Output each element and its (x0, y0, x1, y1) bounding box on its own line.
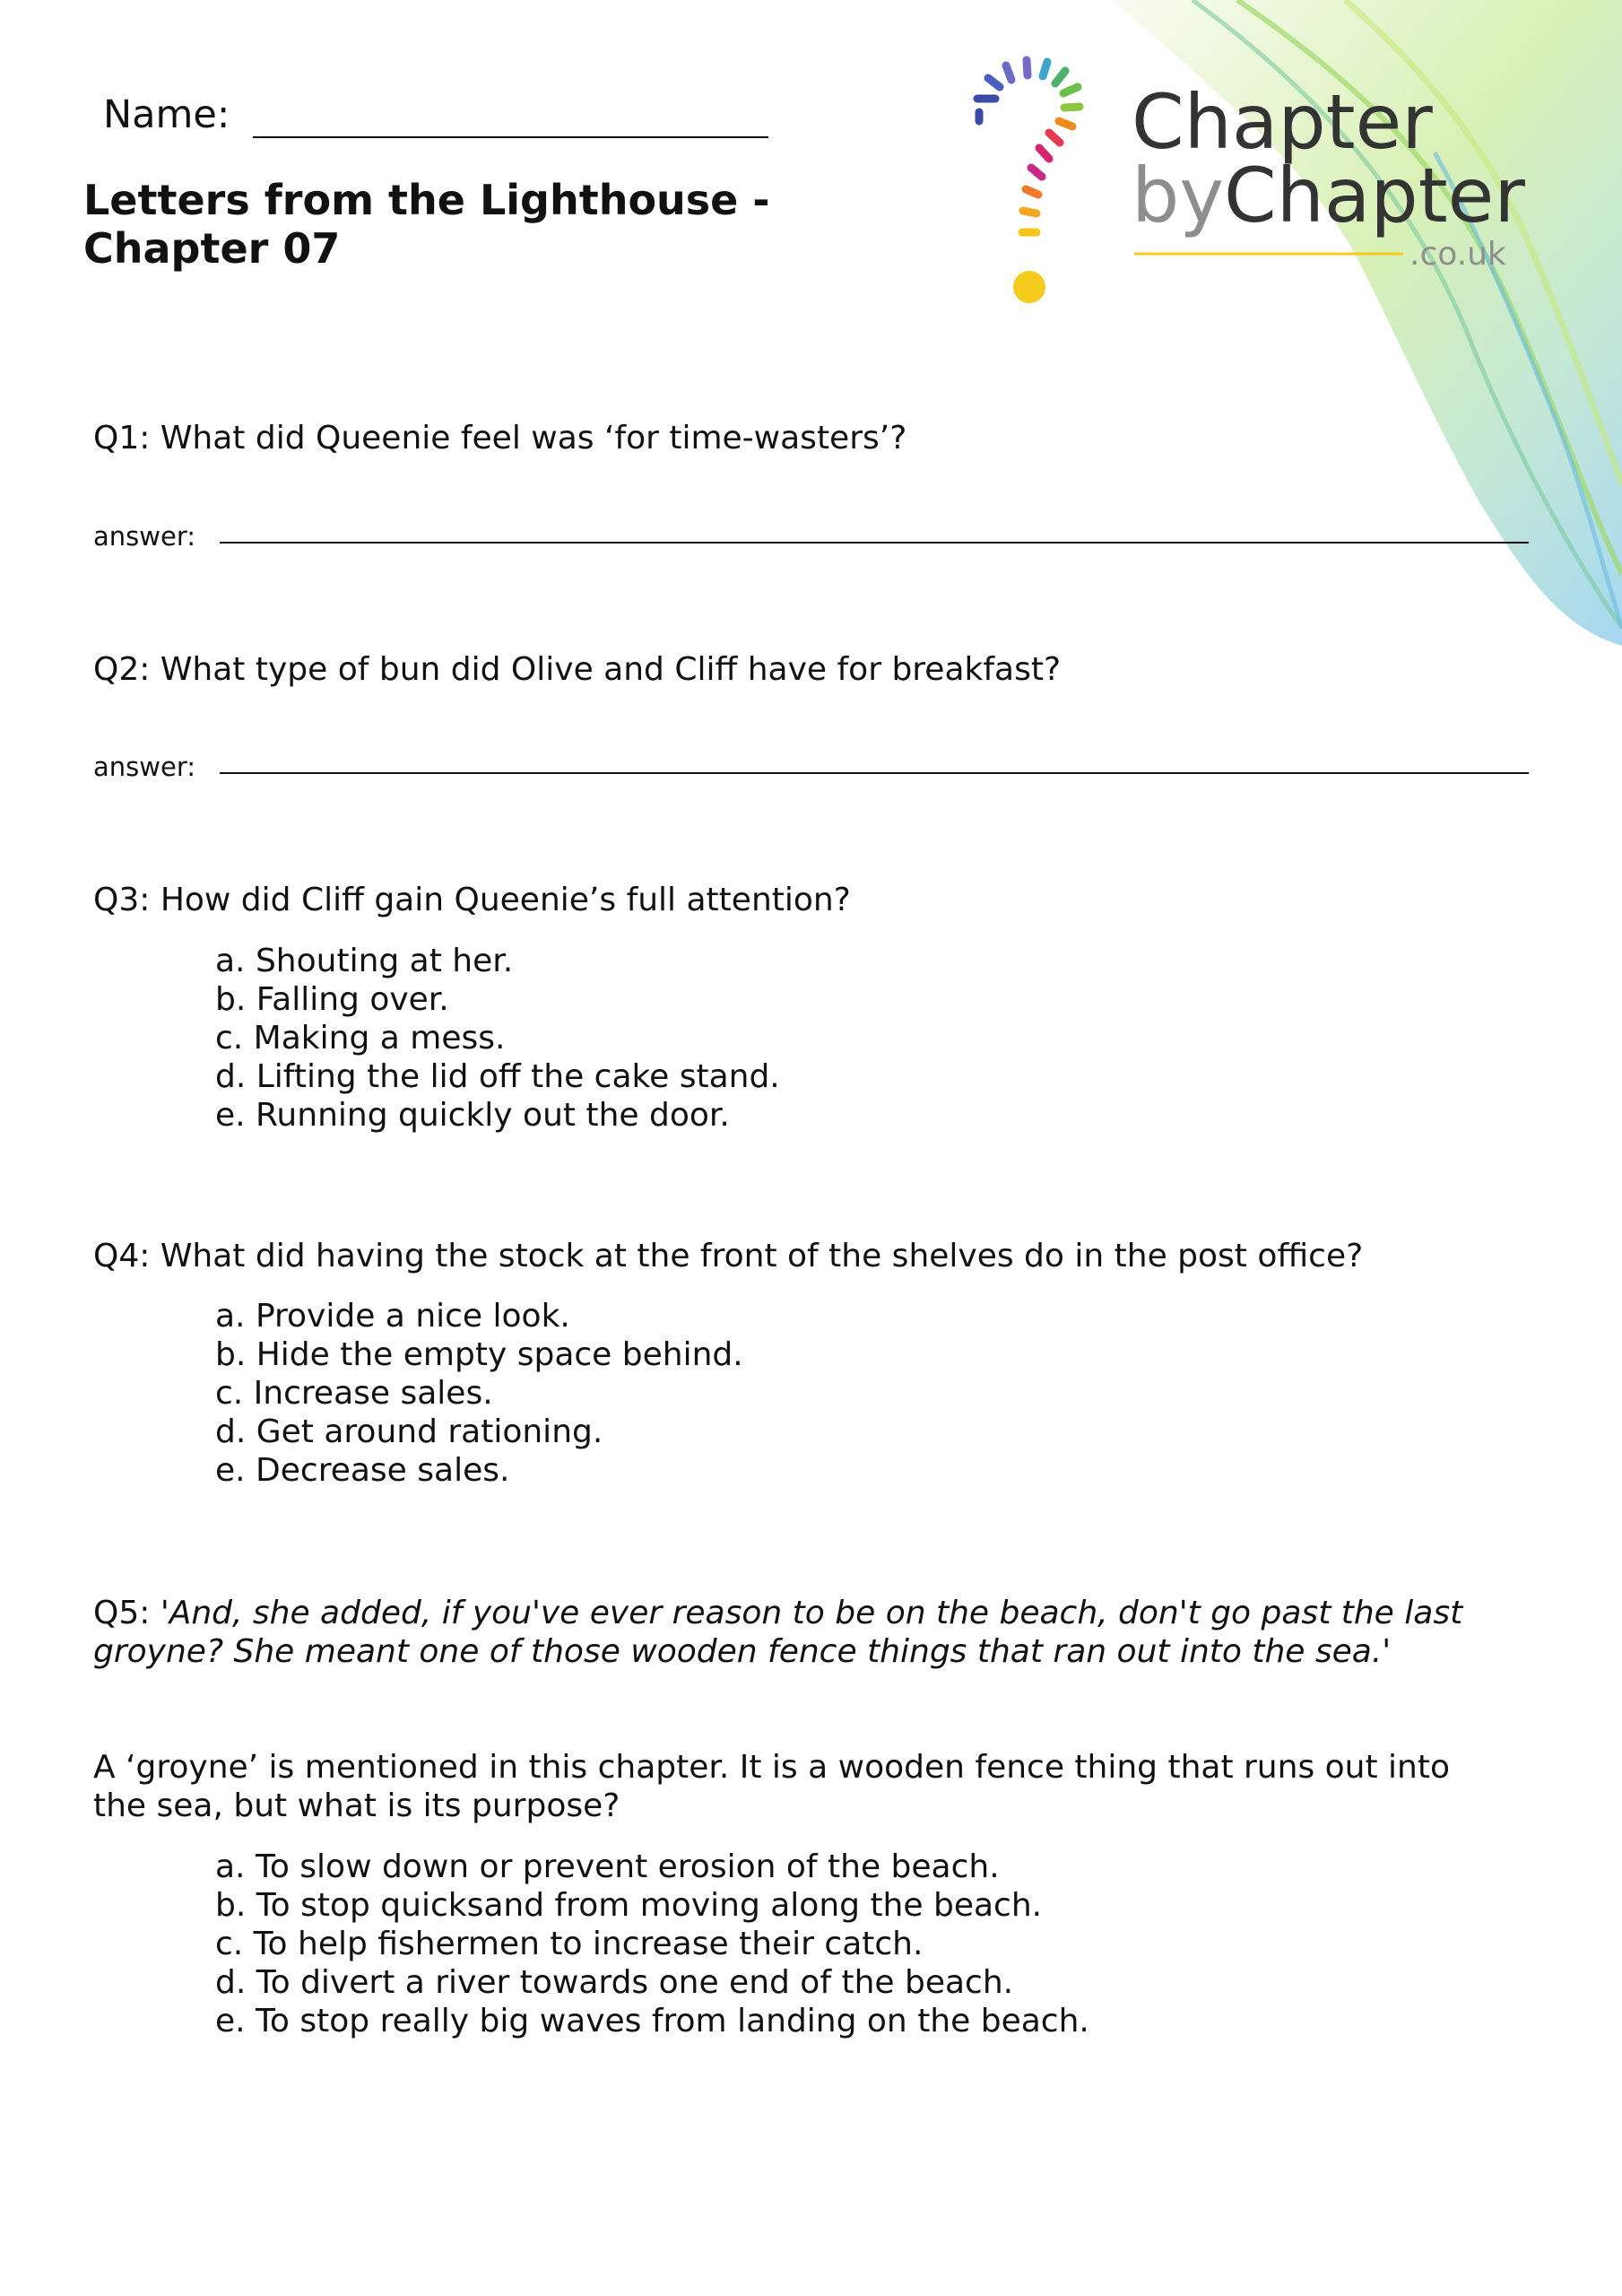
page-title-line-2: Chapter 07 (83, 224, 341, 273)
answer-line-1[interactable] (220, 542, 1529, 544)
question-4: Q4: What did having the stock at the front of the shelves do in the post office? (93, 1238, 1364, 1274)
chapter-by-chapter-logo (959, 49, 1533, 318)
answer-label-2: answer: (93, 752, 196, 782)
q4-option-b[interactable]: b. Hide the empty space behind. (215, 1336, 743, 1373)
q4-option-c[interactable]: c. Increase sales. (215, 1375, 493, 1412)
question-5-quote-line-2: groyne? She meant one of those wooden fence things that ran out into the sea.' (93, 1633, 1392, 1670)
page-title (83, 176, 770, 273)
name-label: Name: (103, 92, 230, 137)
question-1: Q1: What did Queenie feel was ‘for time-wasters’? (93, 420, 907, 457)
q3-option-d[interactable]: d. Lifting the lid off the cake stand. (215, 1058, 780, 1095)
q5-option-b[interactable]: b. To stop quicksand from moving along the beach. (215, 1887, 1043, 1924)
name-input-line[interactable] (253, 136, 768, 138)
q3-option-a[interactable]: a. Shouting at her. (215, 943, 514, 979)
q5-option-c[interactable]: c. To help fishermen to increase their catch. (215, 1926, 924, 1962)
q4-option-d[interactable]: d. Get around rationing. (215, 1413, 603, 1450)
q5-option-d[interactable]: d. To divert a river towards one end of the beach. (215, 1964, 1014, 2001)
question-5-quote (93, 1594, 1462, 1671)
q3-option-b[interactable]: b. Falling over. (215, 981, 449, 1018)
question-5-text (93, 1748, 1450, 1825)
question-5-text-line-1: A ‘groyne’ is mentioned in this chapter. It is a wooden fence thing that runs out into (93, 1749, 1451, 1786)
q5-option-e[interactable]: e. To stop really big waves from landing on the beach. (215, 2003, 1089, 2039)
q3-option-c[interactable]: c. Making a mess. (215, 1020, 506, 1057)
answer-label-1: answer: (93, 521, 196, 552)
logo-word-chapter: Chapter (1132, 78, 1433, 166)
q5-option-a[interactable]: a. To slow down or prevent erosion of the beach. (215, 1848, 1000, 1885)
question-2: Q2: What type of bun did Olive and Cliff have for breakfast? (93, 651, 1062, 688)
question-5-prefix: Q5: (93, 1595, 160, 1631)
question-5-quote-line-1: 'And, she added, if you've ever reason to be on the beach, don't go past the last (160, 1595, 1463, 1631)
question-5-text-line-2: the sea, but what is its purpose? (93, 1787, 620, 1824)
q4-option-a[interactable]: a. Provide a nice look. (215, 1298, 570, 1335)
answer-line-2[interactable] (220, 772, 1529, 774)
page-title-line-1: Letters from the Lighthouse - (83, 176, 770, 224)
q3-option-e[interactable]: e. Running quickly out the door. (215, 1097, 730, 1134)
q4-option-e[interactable]: e. Decrease sales. (215, 1452, 510, 1489)
question-mark-books-icon (977, 60, 1080, 303)
logo-word-bychapter: byChapter (1132, 152, 1525, 239)
question-3: Q3: How did Cliff gain Queenie’s full attention? (93, 882, 851, 918)
logo-domain: .co.uk (1409, 236, 1506, 273)
